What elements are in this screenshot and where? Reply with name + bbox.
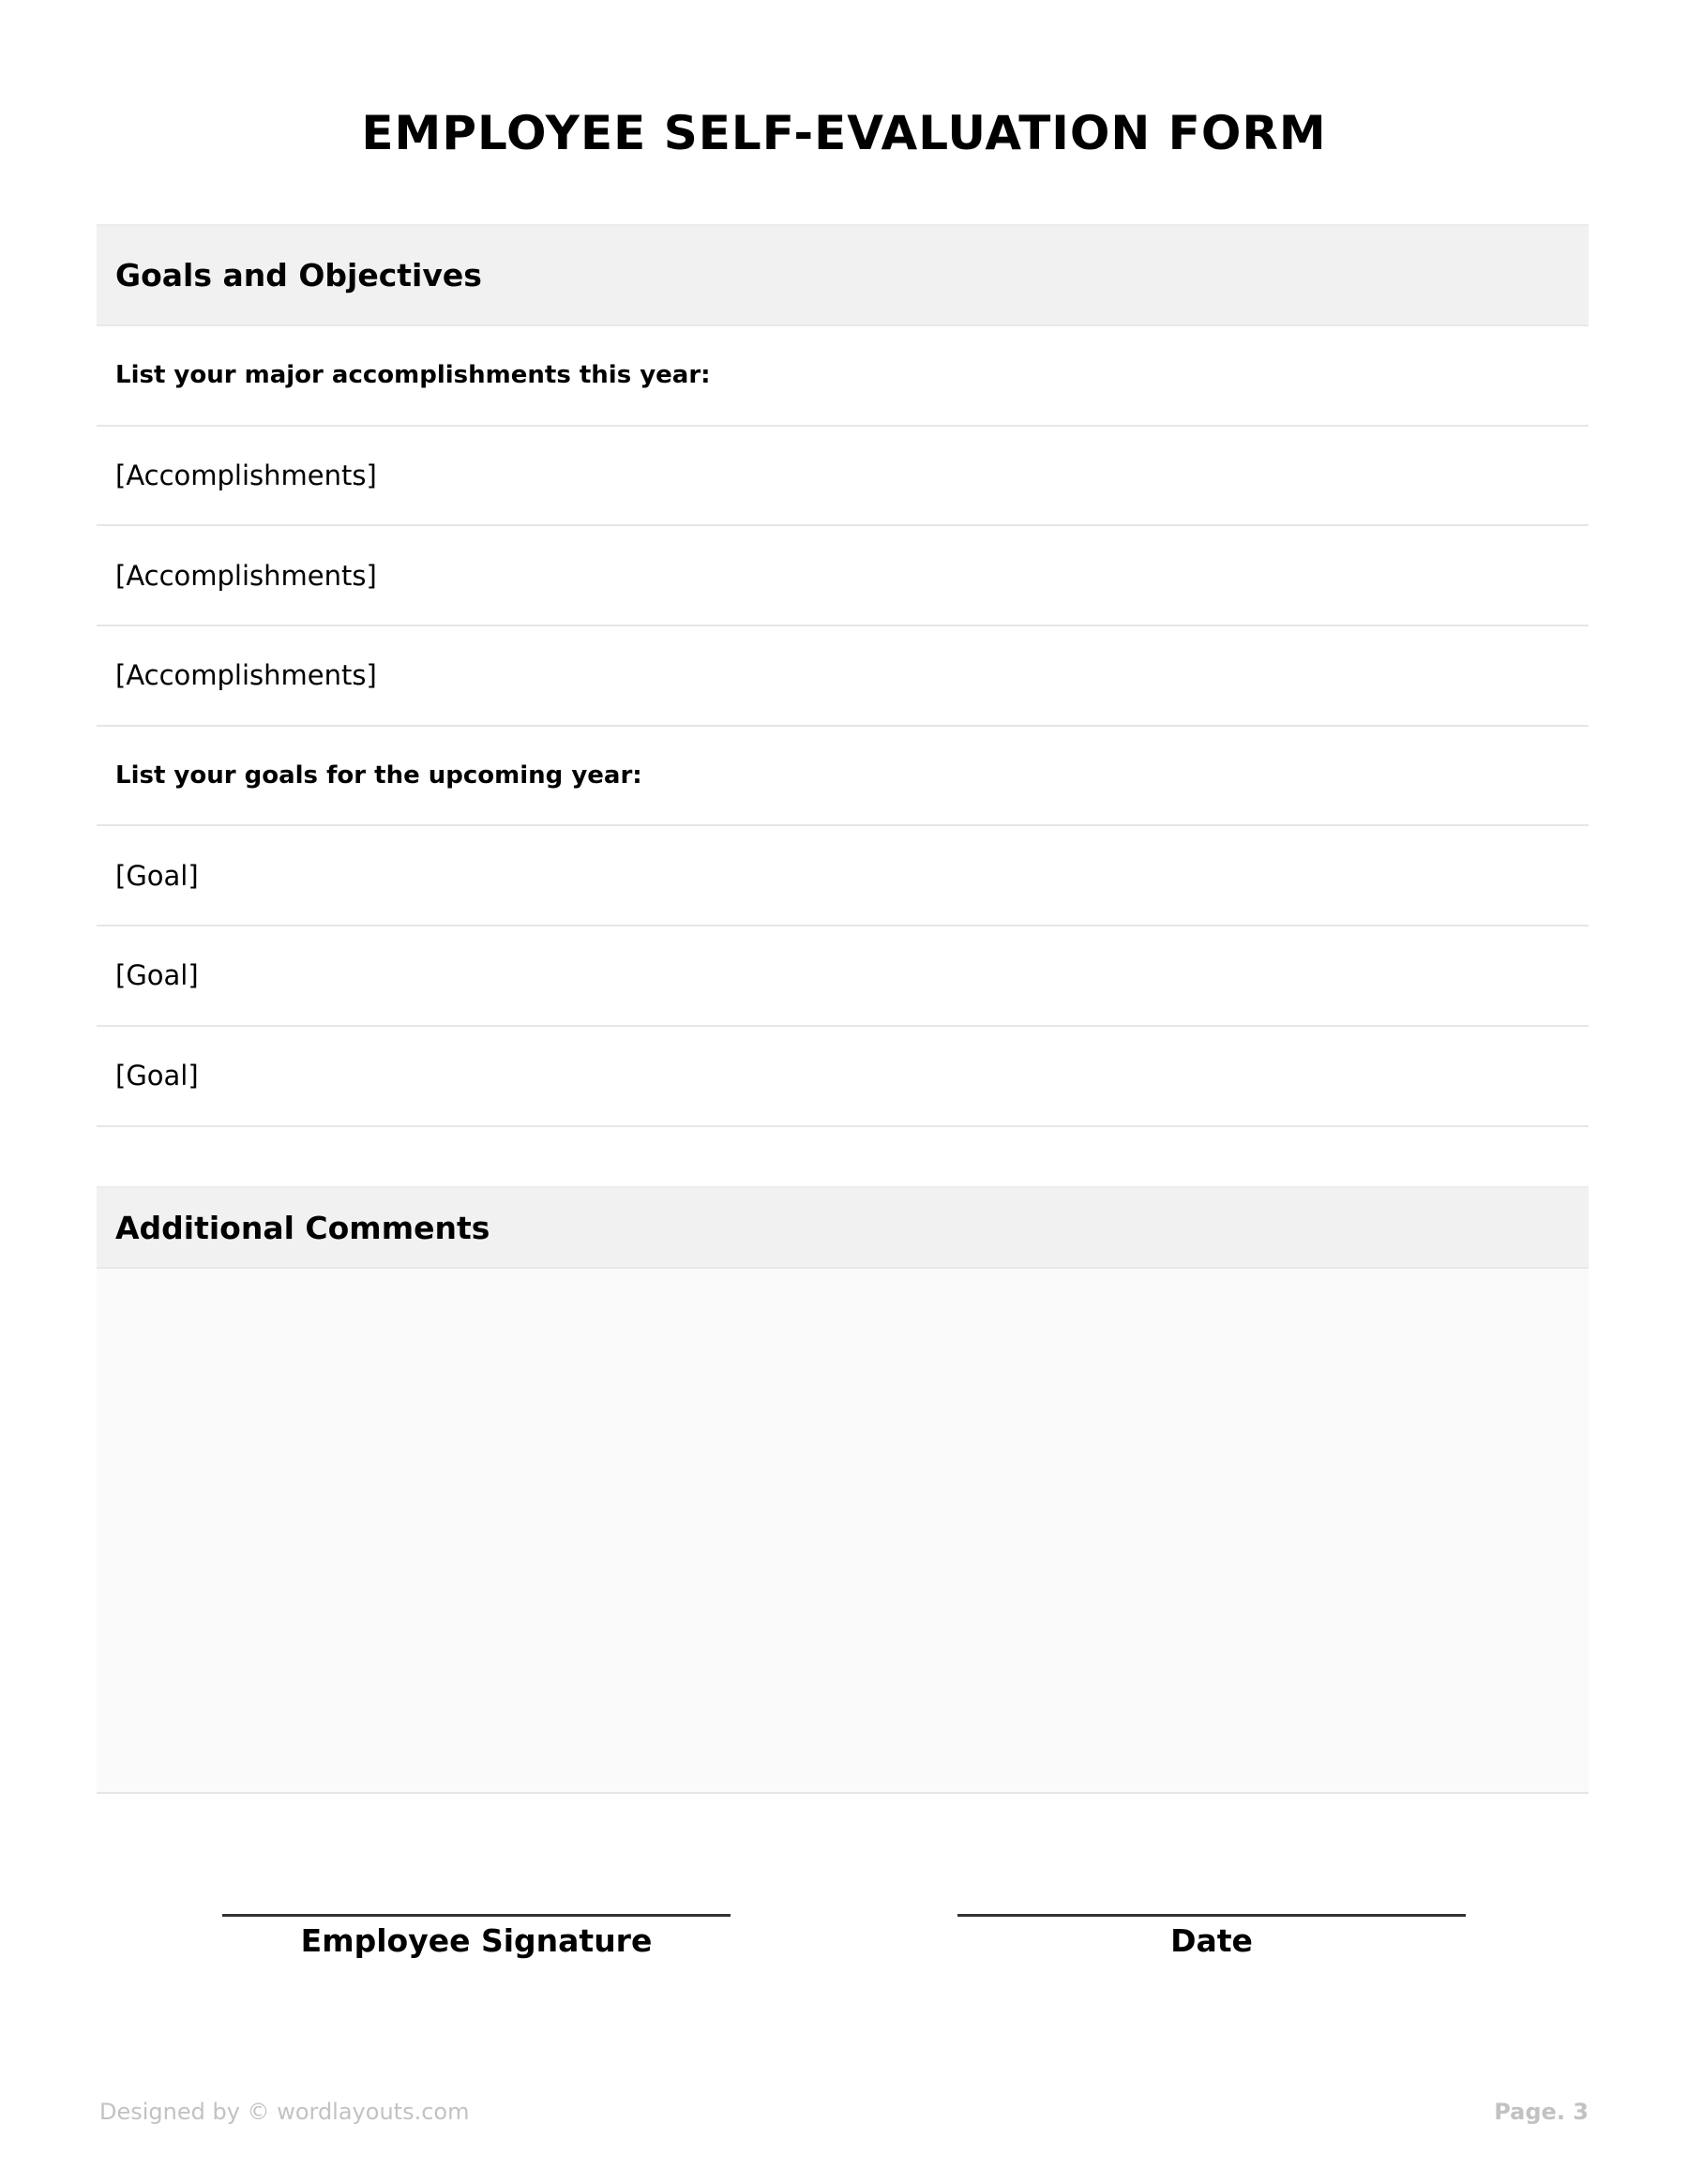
date-field[interactable] xyxy=(957,1914,1466,1962)
goals-section xyxy=(97,224,1589,1127)
page-number: Page. 3 xyxy=(1494,2099,1589,2125)
accomplishments-prompt: List your major accomplishments this year: xyxy=(97,326,1589,427)
date-label: Date xyxy=(1170,1922,1253,1959)
goal-field-1[interactable]: [Goal] xyxy=(97,826,1589,926)
accomplishment-field-2[interactable]: [Accomplishments] xyxy=(97,526,1589,626)
footer-credit: Designed by © wordlayouts.com xyxy=(99,2099,470,2125)
accomplishment-field-1[interactable]: [Accomplishments] xyxy=(97,427,1589,527)
page-title: EMPLOYEE SELF-EVALUATION FORM xyxy=(361,106,1327,160)
section-heading-comments: Additional Comments xyxy=(97,1186,1589,1269)
goal-field-2[interactable]: [Goal] xyxy=(97,926,1589,1027)
comments-textarea[interactable] xyxy=(97,1269,1589,1794)
goals-prompt: List your goals for the upcoming year: xyxy=(97,727,1589,827)
goal-field-3[interactable]: [Goal] xyxy=(97,1027,1589,1127)
employee-signature-field[interactable] xyxy=(222,1914,731,1962)
employee-signature-label: Employee Signature xyxy=(300,1922,653,1959)
accomplishment-field-3[interactable]: [Accomplishments] xyxy=(97,626,1589,727)
section-heading-goals: Goals and Objectives xyxy=(97,224,1589,326)
comments-section xyxy=(97,1186,1589,1794)
